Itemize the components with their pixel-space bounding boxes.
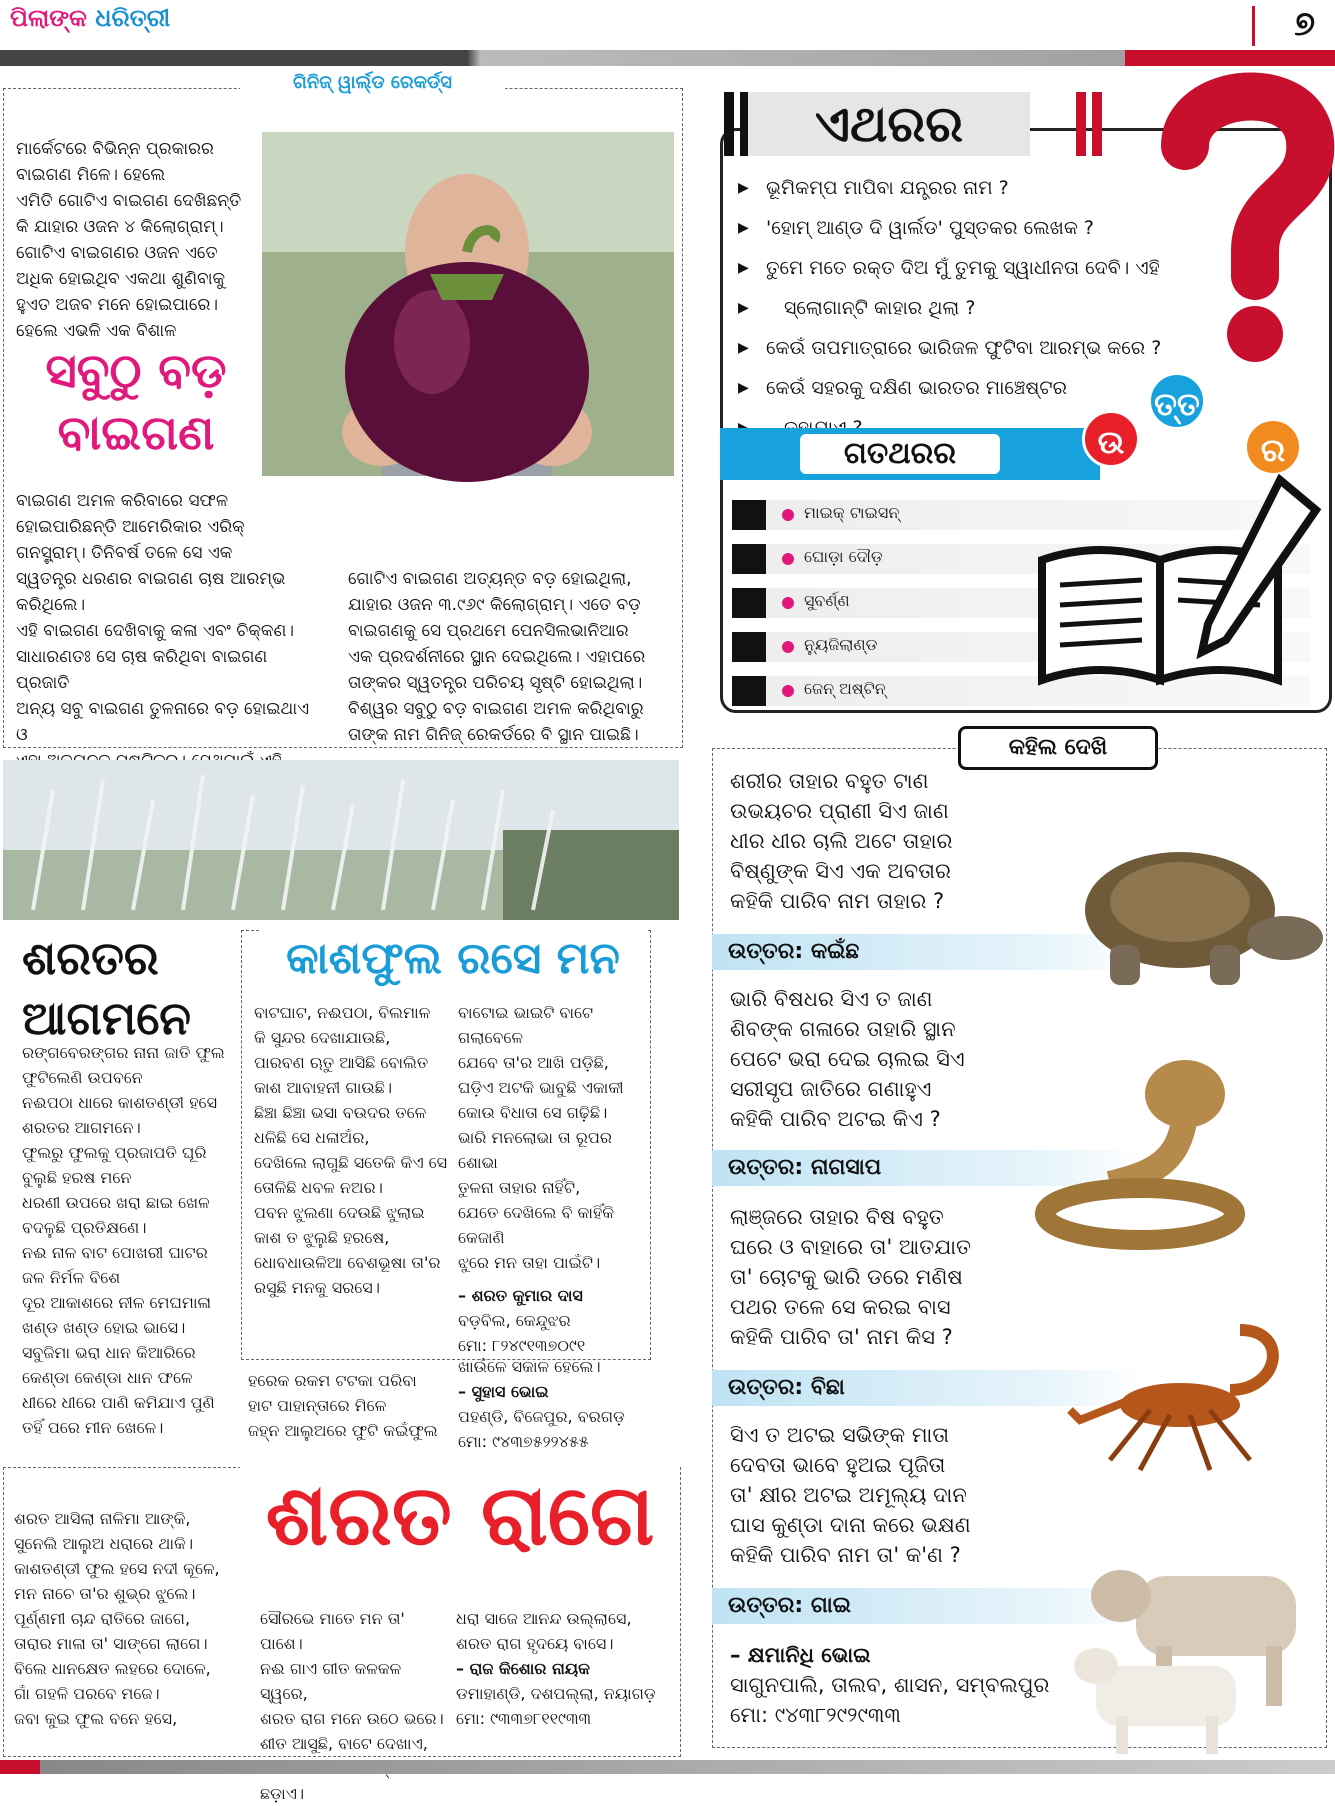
- answer-text: ଜେନ୍ ଅଷ୍ଟିନ୍: [804, 679, 886, 698]
- author-phone: ମୋ: ୯୩୩୭୮୧୧୯୩୩: [456, 1709, 592, 1728]
- riddle-line: ଶିବଙ୍କ ଗଳାରେ ତାହାରି ସ୍ଥାନ: [730, 1017, 956, 1041]
- riddle-line: ଭାରି ବିଷଧର ସିଏ ତ ଜାଣ: [730, 987, 933, 1011]
- sharada-raage-mid: [260, 1606, 450, 1806]
- text-line: ଏହି ବାଇଗଣ ଦେଖିବାକୁ କଳା ଏବଂ ଚିକ୍କଣ।: [16, 621, 294, 641]
- text-line: ହୋଇପାରିଛନ୍ତି ଆମେରିକାର ଏରିକ୍: [16, 517, 245, 537]
- riddle-line: ବିଷ୍ଣୁଙ୍କ ସିଏ ଏକ ଅବତାର: [730, 859, 951, 883]
- section-label: ଗିନିଜ୍ ୱାର୍ଲ୍ଡ ରେକର୍ଡ୍ସ: [240, 72, 505, 102]
- decor-bar: [1076, 92, 1086, 156]
- riddle-line: କହିକି ପାରିବ ନାମ ତା' କ'ଣ ?: [730, 1543, 961, 1567]
- poem-line: ରସୁଛି ମନକୁ ସରସେ।: [254, 1278, 380, 1297]
- last-answers-banner: [720, 428, 1100, 480]
- poem-line: ନଈ ଗାଏ ଗୀତ କଳକଳ ସ୍ୱରେ,: [260, 1659, 402, 1703]
- answer-letter-badge: ଉ: [1082, 410, 1140, 468]
- poem-line: ଶରତ ରାଗ ମନେ ଉଠେ ଭରେ।: [260, 1709, 444, 1728]
- poem-line: ପାରବଣ ଋତୁ ଆସିଛି ବୋଲିତ: [254, 1053, 429, 1072]
- text-line: ଅନ୍ୟ ସବୁ ବାଇଗଣ ତୁଳନାରେ ବଡ଼ ହୋଇଥାଏ ଓ: [16, 699, 310, 745]
- riddle-section-label: କହିଲ ଦେଖି: [958, 726, 1158, 770]
- poem-line: ଶରତ ଆସିଲା ନାଳିମା ଆଙ୍କି,: [14, 1509, 191, 1528]
- cobra-icon: [1040, 1054, 1280, 1244]
- question-item: ▶ କେଉଁ ସହରକୁ ଦକ୍ଷିଣ ଭାରତର ମାଞ୍ଚେଷ୍ଟର: [734, 368, 1214, 408]
- poem-line: ରଙ୍ଗବେରଙ୍ଗର ନାନା ଜାତି ଫୁଲ: [22, 1043, 225, 1062]
- author-name: – ଶରତ କୁମାର ଦାସ: [458, 1286, 583, 1305]
- riddle-line: କହିକି ପାରିବ ତା' ନାମ କିସ ?: [730, 1325, 953, 1349]
- author-address: ବଡ଼ବିଲ, କେନ୍ଦୁଝର: [458, 1311, 571, 1330]
- decor-bar: [1092, 92, 1102, 156]
- text-line: ଯାହାର ଓଜନ ୩.୯୬୯ କିଲୋଗ୍ରାମ୍। ଏତେ ବଡ଼: [348, 595, 641, 615]
- text-line: ବାଇଗଣ ଅମଳ କରିବାରେ ସଫଳ: [16, 491, 229, 511]
- question-item: ▶ 'ହୋମ୍ ଆଣ୍ଡ ଦି ୱାର୍ଲଡ' ପୁସ୍ତକର ଲେଖକ ?: [734, 208, 1214, 248]
- text-line: ହୁଏତ ଅଜବ ମନେ ହୋଇପାରେ।: [16, 295, 218, 315]
- poem-line: ସବୁଜିମା ଭରା ଧାନ କିଆରିରେ: [22, 1343, 196, 1362]
- text-line: ମାର୍କେଟରେ ବିଭିନ୍ନ ପ୍ରକାରର: [16, 139, 214, 159]
- poem-line: ଶରତର ଆଗମନେ।: [22, 1118, 141, 1137]
- poem-line: ତହିଁ ପରେ ମୀନ ଖେଳେ।: [22, 1418, 164, 1437]
- poem-line: ତୋଳିଛି ଧବଳ ନଅର।: [254, 1178, 383, 1197]
- question-item: ▶ କେଉଁ ତାପମାତ୍ରାରେ ଭାରିଜଳ ଫୁଟିବା ଆରମ୍ଭ କରେ ?: [734, 328, 1214, 368]
- poem-line: ଗାଁ ଗହଳି ପରବେ ମଜେ।: [14, 1684, 160, 1703]
- top-rule: [0, 50, 1335, 66]
- text-line: ଗନସ୍ଟ୍ରାମ୍। ତିନିବର୍ଷ ତଳେ ସେ ଏକ: [16, 543, 233, 563]
- poem-line: ସୁନେଲି ଆଲୁଅ ଧରାରେ ଥାକି।: [14, 1534, 194, 1553]
- riddle-line: ଘରେ ଓ ବାହାରେ ତା' ଆତଯାତ: [730, 1235, 971, 1259]
- author-name: – ସୁହାସ ଭୋଇ: [458, 1382, 549, 1401]
- poem-line: ଫୁଲରୁ ଫୁଲକୁ ପ୍ରଜାପତି ଘୂରି: [22, 1143, 207, 1162]
- headline-line: ବାଇଗଣ: [57, 405, 215, 461]
- last-answers-title: ଗତଥରର: [800, 434, 1000, 474]
- riddle-1: [730, 766, 1050, 916]
- poem-line: ନଈ ନାଳ ବାଟ ପୋଖରୀ ଘାଟର: [22, 1243, 208, 1262]
- poem-line: କୋଉ ବିଧାତା ସେ ଗଢ଼ିଛି।: [458, 1103, 608, 1122]
- poem-line: ନଈପଠା ଧାରେ କାଶତଣ୍ଡୀ ହସେ: [22, 1093, 218, 1112]
- title-line: ଆଗମନେ: [22, 991, 192, 1045]
- author-address: ଡମାହାଣ୍ଡି, ଦଶପଲ୍ଲା, ନୟାଗଡ଼: [456, 1684, 656, 1703]
- kash-flower-photo: [3, 760, 679, 920]
- poem-line: ବାଟୋଇ ଭାଇଟି ବାଟେ ଗଲାବେଳେ: [458, 1003, 594, 1047]
- text-line: ଗୋଟିଏ ବାଇଗଣର ଓଜନ ଏତେ: [16, 243, 218, 263]
- poem-line: ଧୋବଧାଉଳିଆ ବେଶଭୂଷା ତା'ର: [254, 1253, 441, 1272]
- poem-line: ପୂର୍ଣ୍ଣମୀ ଚାନ୍ଦ ରାତିରେ ଜାଗେ,: [14, 1609, 191, 1628]
- text-line: ଏକ ପ୍ରଦର୍ଶନୀରେ ସ୍ଥାନ ଦେଇଥିଲେ। ଏହାପରେ: [348, 647, 646, 667]
- riddle-answer-2: ଉତ୍ତର: ନାଗସାପ: [712, 1150, 1142, 1186]
- quiz-title: ଏଥରର: [748, 92, 1030, 156]
- riddle-line: ଲାଞ୍ଜରେ ତାହାର ବିଷ ବହୁତ: [730, 1205, 944, 1229]
- riddle-line: ଦେବତା ଭାବେ ହୁଅଇ ପୂଜିତା: [730, 1453, 946, 1477]
- author-phone: ମୋ: ୯୪୩୮୨୯୨୯୩୩: [730, 1703, 901, 1727]
- kashaphula-col-2: [458, 1000, 648, 1358]
- poem-title-sharada-raage: ଶରତ ରାଗେ: [240, 1455, 680, 1575]
- poem-line: ଯେବେ ତା'ର ଆଖି ପଡ଼ିଛି,: [458, 1053, 609, 1072]
- poem-line: ପବନ ଝୁଲଣା ଦେଉଛି ଝୁଲାଇ: [254, 1203, 425, 1222]
- riddle-line: ପେଟେ ଭରା ଦେଇ ଚାଲଇ ସିଏ: [730, 1047, 965, 1071]
- poem-line: ଧରଣୀ ଉପରେ ଖରା ଛାଇ ଖେଳ: [22, 1193, 210, 1212]
- text-line: ସ୍ୱତନ୍ତ୍ର ଧରଣର ବାଇଗଣ ଚାଷ ଆରମ୍ଭ କରିଥିଲେ।: [16, 569, 286, 615]
- poem-line: ଛିଞ୍ଚା ଛିଞ୍ଚା ଭସା ବଉଦର ତଳେ: [254, 1103, 427, 1122]
- question-item: ▶ ଭୂମିକମ୍ପ ମାପିବା ଯନ୍ତ୍ରର ନାମ ?: [734, 168, 1214, 208]
- poem-line: ଜହ୍ନ ଆଲୁଅରେ ଫୁଟି କଇଁଫୁଲ: [248, 1421, 438, 1440]
- poem-line: ଯେତେ ଦେଖିଲେ ବି କାହିଁକି କେଜାଣି: [458, 1203, 615, 1247]
- text-line: ତାଙ୍କର ସ୍ୱତନ୍ତ୍ର ପରିଚୟ ସୃଷ୍ଟି ହୋଇଥିଲା।: [348, 673, 643, 693]
- eggplant-photo: [262, 132, 674, 476]
- page-number: ୭: [1294, 4, 1315, 44]
- guinness-body-right: [348, 566, 673, 748]
- question-list: [734, 168, 1214, 448]
- poem-line: ଧଳିଛି ସେ ଧଳାଅଁର,: [254, 1128, 370, 1147]
- riddle-line: ତା' କ୍ଷୀର ଅଟଇ ଅମୂଲ୍ୟ ଦାନ: [730, 1483, 967, 1507]
- text-line: ସାଧାରଣତଃ ସେ ଚାଷ କରିଥିବା ବାଇଗଣ ପ୍ରଜାତି: [16, 647, 268, 693]
- poem-line: ଖାଉଁଳେ ସକାଳ ହେଲେ।: [458, 1357, 601, 1376]
- poem-line: ଶରତ ରାଗ ହୃଦୟେ ବାସେ।: [456, 1634, 614, 1653]
- poem-sharatara-body: [22, 1040, 252, 1440]
- poem-line: ବଦଳୁଛି ପ୍ରତିକ୍ଷଣେ।: [22, 1218, 147, 1237]
- author-name: – କ୍ଷମାନିଧି ଭୋଇ: [730, 1643, 871, 1667]
- poem-sharatara-author: [458, 1354, 678, 1454]
- logo-part-2: ଧରିତ୍ରୀ: [95, 4, 171, 32]
- text-line: ବାଇଗଣ ମିଳେ। ହେଲେ: [16, 165, 166, 185]
- poem-line: କାଶ ତ ଝୁଲୁଛି ହରଷେ,: [254, 1228, 390, 1247]
- poem-line: ଦୂର ଆକାଶରେ ନୀଳ ମେଘମାଳା: [22, 1293, 212, 1312]
- riddle-answer-4: ଉତ୍ତର: ଗାଇ: [712, 1588, 1142, 1624]
- text-line: ହେଲେ ଏଭଳି ଏକ ବିଶାଳ: [16, 321, 177, 341]
- poem-line: ଧରା ସାଜେ ଆନନ୍ଦ ଉଲ୍ଲାସେ,: [456, 1609, 632, 1628]
- author-address: ସାଗୁନପାଲି, ତାଲବ, ଶାସନ, ସମ୍ବଲପୁର: [730, 1673, 1050, 1697]
- author-name: – ରାଜ କିଶୋର ନାୟକ: [456, 1659, 590, 1678]
- poem-line: ଖଣ୍ଡ ଖଣ୍ଡ ହୋଇ ଭାସେ।: [22, 1318, 186, 1337]
- poem-line: ଭାରି ମନଲୋଭା ତା ରୂପର ଶୋଭା: [458, 1128, 613, 1172]
- riddle-line: କହିକି ପାରିବ ନାମ ତାହାର ?: [730, 889, 945, 913]
- poem-line: କେଣ୍ଡା କେଣ୍ଡା ଧାନ ଫଳେ: [22, 1368, 193, 1387]
- poem-line: ଜଳ ନିର୍ମଳ ବିଶେ: [22, 1268, 121, 1287]
- kashaphula-col-1: [254, 1000, 454, 1300]
- tortoise-icon: [1060, 840, 1330, 990]
- poem-line: ଶୀତ ଆସୁଛି, ବାଟେ ଦେଖାଏ,: [260, 1734, 428, 1753]
- answer-text: ନ୍ୟୁଜିଲାଣ୍ଡ: [804, 635, 878, 654]
- headline-line: ସବୁଠୁ ବଡ଼: [45, 343, 227, 399]
- poem-line: ଛଡ଼ାଏ।: [260, 1784, 305, 1803]
- poem-title-kashaphula: କାଶଫୁଲ ରସେ ମନ: [259, 922, 647, 996]
- poem-line: କାଶ ଆବାହନୀ ଗାଉଛି।: [254, 1078, 393, 1097]
- riddle-line: ସିଏ ତ ଅଟଇ ସଭିଙ୍କ ମାତା: [730, 1423, 950, 1447]
- poem-line: ବୁଲୁଛି ହରଷ ମନେ: [22, 1168, 132, 1187]
- riddle-answer-3: ଉତ୍ତର: ବିଛା: [712, 1370, 1142, 1406]
- text-line: କି ଯାହାର ଓଜନ ୪ କିଲୋଗ୍ରାମ୍।: [16, 217, 224, 237]
- text-line: ଏମିତି ଗୋଟିଏ ବାଇଗଣ ଦେଖିଛନ୍ତି: [16, 191, 242, 211]
- riddle-line: ତା' ଚୋଟକୁ ଭାରି ଡରେ ମଣିଷ: [730, 1265, 963, 1289]
- riddle-line: ଉଭୟଚର ପ୍ରାଣୀ ସିଏ ଜାଣ: [730, 799, 949, 823]
- author-phone: ମୋ: ୯୪୩୭୫୨୨୪୫୫: [458, 1432, 589, 1451]
- logo-part-1: ପିଲାଙ୍କ: [10, 4, 87, 32]
- riddle-4: [730, 1420, 1060, 1570]
- answer-letter-badge: ତ୍ତ: [1148, 372, 1206, 430]
- sharada-raage-right: [456, 1606, 680, 1731]
- riddle-2: [730, 984, 1050, 1134]
- riddle-line: ଘାସ କୁଣ୍ଡା ଦାନା କରେ ଭକ୍ଷଣ: [730, 1513, 971, 1537]
- poem-line: ମନ ନାଚେ ତା'ର ଶୁଭ୍ର ଝୁଲେ।: [14, 1584, 196, 1603]
- answer-text: ମାଇକ୍ ଟାଇସନ୍: [804, 503, 900, 522]
- text-line: ଗୋଟିଏ ବାଇଗଣ ଅତ୍ୟନ୍ତ ବଡ଼ ହୋଇଥିଲା,: [348, 569, 632, 589]
- book-pencil-icon: [1030, 520, 1320, 690]
- answer-text: ଘୋଡ଼ା ଦୌଡ଼: [804, 547, 883, 566]
- poem-line: ତୁଳନା ତାହାର ନାହିଁଟି,: [458, 1178, 581, 1197]
- poem-line: ତାରାର ମାଳା ତା' ସାଙ୍ଗେ ଲାଗେ।: [14, 1634, 208, 1653]
- riddle-line: ସରୀସୃପ ଜାତିରେ ଗଣାହୁଏ: [730, 1077, 932, 1101]
- title-line: ଶରତର: [22, 931, 159, 985]
- question-item: ▶ ତୁମେ ମତେ ରକ୍ତ ଦିଅ ମୁଁ ତୁମକୁ ସ୍ୱାଧୀନତା ଦେବି। ଏହି: [734, 248, 1214, 288]
- poem-line: ଜବା କୁଇ ଫୁଲ ବନେ ହସେ,: [14, 1709, 178, 1728]
- guinness-intro: [16, 136, 264, 344]
- poem-line: ବିଲେ ଧାନକ୍ଷେତ ଲହରେ ଦୋଳେ,: [14, 1659, 211, 1678]
- poem-line: ସୌରଭେ ମାତେ ମନ ତା' ପାଶେ।: [260, 1609, 405, 1653]
- riddle-line: ଶରୀର ତାହାର ବହୁତ ଟାଣ: [730, 769, 929, 793]
- answer-letter-badge: ର: [1244, 418, 1302, 476]
- riddle-line: ପଥର ତଳେ ସେ କରଇ ବାସ: [730, 1295, 951, 1319]
- scorpion-icon: [1060, 1310, 1300, 1480]
- text-line: ବିଶ୍ୱର ସବୁଠୁ ବଡ଼ ବାଇଗଣ ଅମଳ କରିଥିବାରୁ: [348, 699, 644, 719]
- riddle-3: [730, 1202, 1050, 1352]
- poem-line: କାଶତଣ୍ଡୀ ଫୁଲ ହସେ ନଦୀ କୂଳେ,: [14, 1559, 220, 1578]
- page-number-divider: [1252, 6, 1255, 46]
- poem-line: ଝୁରେ ମନ ତାହା ପାଇଁଟି।: [458, 1253, 601, 1272]
- masthead-logo: [10, 4, 200, 48]
- poem-line: ଧୀରେ ଧୀରେ ପାଣି କମିଯାଏ ପୁଣି: [22, 1393, 215, 1412]
- poem-line: ହାଟ ପାହାନ୍ତାରେ ମିଳେ: [248, 1396, 387, 1415]
- article-headline: [16, 340, 256, 464]
- riddle-line: ଧୀର ଧୀର ଚାଲି ଅଟେ ତାହାର: [730, 829, 953, 853]
- author-address: ପହଣ୍ଡି, ବିଜେପୁର, ବରଗଡ଼: [458, 1407, 625, 1426]
- author-phone: ମୋ: ୮୨୪୯୧୩୭୦୯୧: [458, 1336, 586, 1355]
- decor-bar: [724, 92, 734, 156]
- poem-line: ଫୁଟିଲେଣି ଉପବନେ: [22, 1068, 143, 1087]
- text-line: ତାଙ୍କ ନାମ ଗିନିଜ୍ ରେକର୍ଡରେ ବି ସ୍ଥାନ ପାଇଛି।: [348, 725, 639, 745]
- poem-line: କି ସୁନ୍ଦର ଦେଖାଯାଉଛି,: [254, 1028, 391, 1047]
- answer-text: ସୁବର୍ଣ୍ଣ: [804, 591, 850, 610]
- poem-title-sharatara: [22, 928, 222, 1048]
- poem-line: ଦେଖିଲେ ଲାଗୁଛି ସତେକି କିଏ ସେ: [254, 1153, 448, 1172]
- riddle-line: କହିକି ପାରିବ ଅଟଇ କିଏ ?: [730, 1107, 941, 1131]
- poem-line: ହରେକ ରକମ ଟଟକା ପରିବା: [248, 1371, 417, 1390]
- riddle-answer-1: ଉତ୍ତର: କଇଁଛ: [712, 934, 1142, 970]
- poem-line: ଘଡ଼ିଏ ଅଟକି ଭାବୁଛି ଏକାକୀ: [458, 1078, 624, 1097]
- bottom-rule: [0, 1760, 1335, 1774]
- sharada-raage-left: [14, 1506, 240, 1731]
- poem-line: ବାଟଘାଟ, ନଈପଠା, ବିଲମାଳ: [254, 1003, 431, 1022]
- riddle-author-block: [730, 1640, 1200, 1730]
- question-item: ▶ ସ୍ଲୋଗାନ୍‌ଟି କାହାର ଥିଲା ?: [734, 288, 1214, 328]
- text-line: ଅଧିକ ହୋଇଥିବ ଏକଥା ଶୁଣିବାକୁ: [16, 269, 226, 289]
- poem-sharatara-continued: [248, 1368, 448, 1443]
- text-line: ବାଇଗଣକୁ ସେ ପ୍ରଥମେ ପେନସିଲଭାନିଆର: [348, 621, 629, 641]
